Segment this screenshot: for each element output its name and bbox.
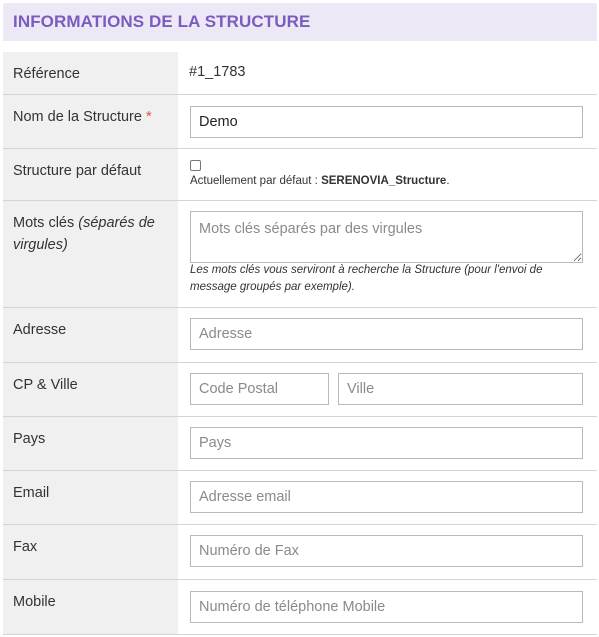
- adresse-label: Adresse: [13, 322, 67, 338]
- pays-label: Pays: [13, 431, 46, 447]
- address-input[interactable]: [190, 318, 583, 350]
- row-email: [3, 471, 597, 525]
- row-adresse: [3, 308, 597, 363]
- email-input[interactable]: [190, 481, 583, 513]
- section-title: INFORMATIONS DE LA STRUCTURE: [13, 12, 311, 31]
- default-note: Actuellement par défaut : SERENOVIA_Structure.: [190, 175, 450, 187]
- required-mark: *: [145, 109, 152, 125]
- fax-input[interactable]: [190, 535, 583, 567]
- row-mots-cles: [3, 201, 597, 308]
- row-fax: [3, 525, 597, 580]
- row-cp-ville: [3, 363, 597, 417]
- keywords-help: Les mots clés vous serviront à recherche la Structure (pour l'envoi de message groupés par exemple).: [190, 264, 543, 293]
- postal-code-input[interactable]: [190, 373, 329, 405]
- fax-label: Fax: [13, 539, 38, 555]
- mobile-label: Mobile: [13, 594, 56, 610]
- nom-label: Nom de la Structure *: [13, 109, 152, 125]
- section-header: [3, 3, 597, 41]
- row-mobile: [3, 580, 597, 635]
- row-defaut: [3, 149, 597, 201]
- cp-ville-label: CP & Ville: [13, 377, 78, 393]
- reference-value: #1_1783: [189, 64, 246, 80]
- form-table: [3, 52, 597, 635]
- structure-name-input[interactable]: [190, 106, 583, 138]
- mots-cles-label: Mots clés (séparés de virgules): [13, 215, 155, 253]
- city-input[interactable]: [338, 373, 583, 405]
- default-structure-checkbox[interactable]: [190, 160, 201, 171]
- row-pays: [3, 417, 597, 471]
- country-input[interactable]: [190, 427, 583, 459]
- row-nom: [3, 95, 597, 149]
- keywords-textarea[interactable]: [190, 211, 583, 263]
- row-reference: [3, 52, 597, 95]
- structure-form: [3, 3, 597, 610]
- email-label: Email: [13, 485, 50, 501]
- reference-label: Référence: [13, 66, 80, 82]
- default-structure-name: SERENOVIA_Structure: [321, 175, 447, 187]
- mobile-input[interactable]: [190, 591, 583, 623]
- defaut-label: Structure par défaut: [13, 163, 142, 179]
